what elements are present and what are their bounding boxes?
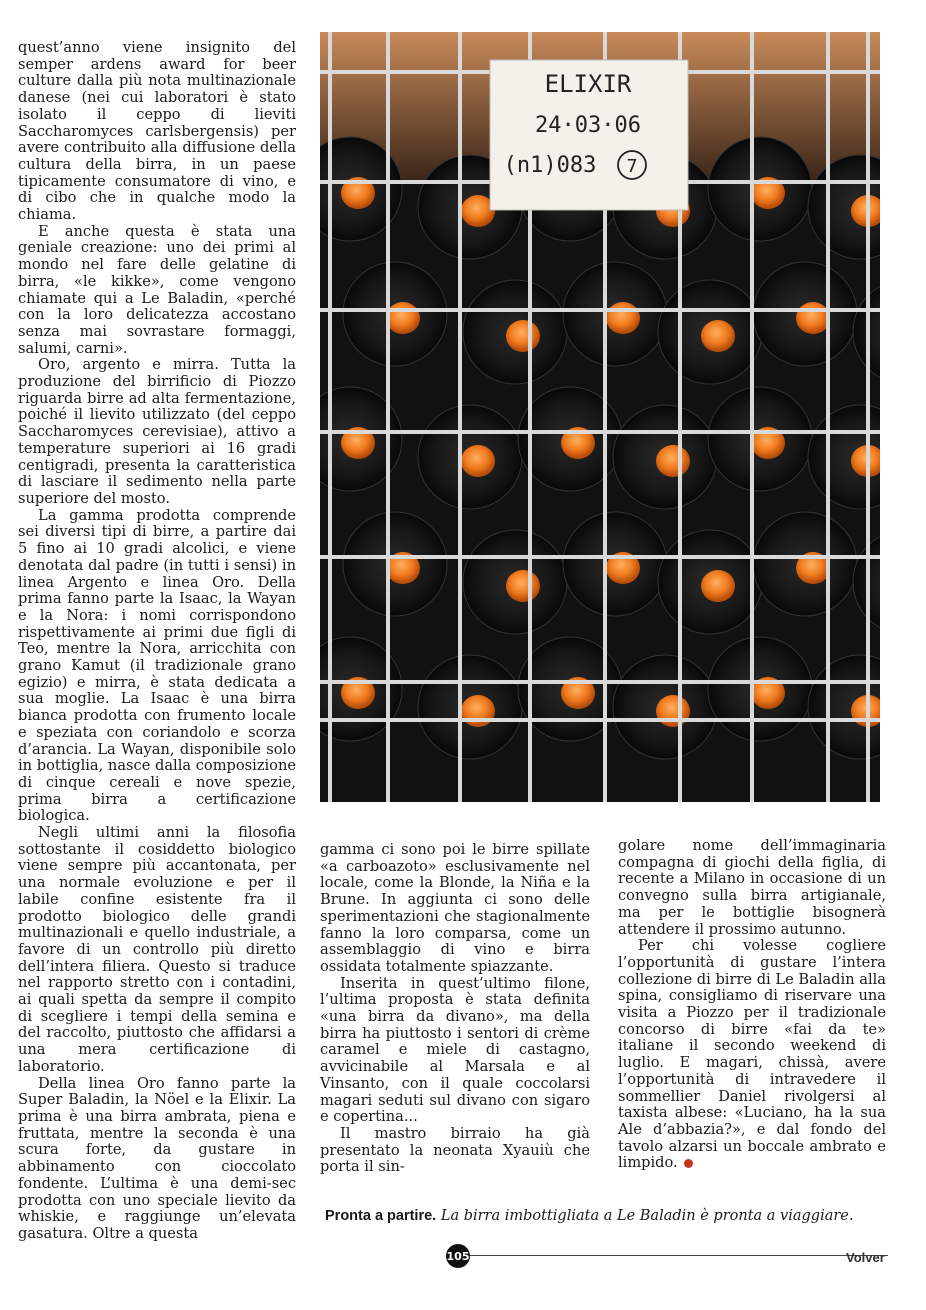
- bottle-cap: [506, 320, 540, 352]
- caption-title: Pronta a partire.: [325, 1208, 437, 1224]
- bottle-cap: [656, 445, 690, 477]
- photo-caption: [325, 1207, 885, 1225]
- paragraph: quest’anno viene insignito del semper ardens award for beer culture dalla più nota multinazionale danese (nei cui laboratori è stato isolato il ceppo di lieviti Saccharomyces carlsbergensis) per avere contribuito alla diffusione della cultura della birra, in un paese tipicamente consumatore di vino, e di cibo che in qualche modo la chiama.: [18, 39, 296, 224]
- bottle-cap: [461, 445, 495, 477]
- paragraph: [618, 938, 886, 1172]
- label-line-2: 24·03·06: [535, 113, 641, 138]
- bottle-cap: [701, 320, 735, 352]
- paragraph: E anche questa è stata una geniale creazione: uno dei primi al mondo nel fare delle gelatine di birra, «le kikke», come vengono chiamate qui a Le Baladin, «perché con la loro delicatezza accostano senza mai sovrastare formaggi, salumi, carni».: [18, 222, 296, 357]
- bottle-cap: [701, 570, 735, 602]
- paragraph: La gamma prodotta comprende sei diversi tipi di birre, a partire dai 5 fino ai 10 gradi alcolici, e viene denotata dal padre (in tutti i sensi) in linea Argento e linea Oro. Della prima fanno parte la Isaac, la Wayan e la Nora: i nomi corrispondono rispettivamente ai primi due figli di Teo, mentre la Nora, arricchita con grano Kamut (il tradizionale grano egizio) e mirra, è stata dedicata a sua moglie. La Isaac è una birra bianca prodotta con frumento locale e speziata con coriandolo e scorza d’arancia. La Wayan, disponibile solo in bottiglia, nasce dalla composizione di cinque cereali e nove spezie, prima birra a certificazione biologica.: [18, 506, 296, 825]
- paragraph: Oro, argento e mirra. Tutta la produzione del birrificio di Piozzo riguarda birre ad alta fermentazione, poiché il lievito utilizzato (del ceppo Saccharomyces cerevisiae), attivo a temperature superiori ai 16 gradi centigradi, presenta la caratteristica di lasciare il sedimento nella parte superiore del mosto.: [18, 356, 296, 507]
- bottle-cap: [656, 695, 690, 727]
- caption-text: La birra imbottigliata a Le Baladin è pronta a viaggiare.: [440, 1208, 854, 1224]
- bottle-cap: [386, 302, 420, 334]
- label-line-1: ELIXIR: [544, 70, 632, 98]
- footer-rule: [468, 1255, 888, 1256]
- bottle-cap: [796, 302, 830, 334]
- bottle-cap: [506, 570, 540, 602]
- bottle-cap: [461, 695, 495, 727]
- article-column-3: [618, 838, 886, 1172]
- handwritten-label: [490, 60, 688, 210]
- paragraph: golare nome dell’immaginaria compagna di giochi della figlia, di recente a Milano in occasione di un convegno sulla birra artigianale, ma per le bottiglie bisognerà attendere il prossimo autunno.: [618, 837, 886, 938]
- article-column-1: [18, 40, 296, 1243]
- paragraph: Negli ultimi anni la filosofia sottostante il cosiddetto biologico viene sempre più accantonata, per una normale evoluzione e per il labile confine esistente fra il prodotto biologico delle grandi multinazionali e quello industriale, a favore di un controllo più diretto dell’intera filiera. Questo si traduce nel rapporto stretto con i contadini, ai quali spetta da sempre il compito di scegliere i tempi della semina e del raccolto, piuttosto che affidarsi a una mera certificazione di laboratorio.: [18, 824, 296, 1075]
- label-line-3: (n1)083: [503, 153, 597, 178]
- page-number: 105: [446, 1244, 470, 1268]
- bottle-rack-photo: [320, 32, 880, 802]
- magazine-name: Volver: [846, 1250, 885, 1265]
- final-paragraph-text: Per chi volesse cogliere l’opportunità di gustare l’intera collezione di birre di Le Baladin alla spina, consigliamo di riservare una visita a Piozzo per il tradizionale concorso di birre «fai da te» italiane il secondo weekend di luglio. E magari, chissà, avere l’opportunità di intravedere il sommellier Daniel rivolgersi al taxista albese: «Luciano, ha la sua Ale d’abbazia?», e dal fondo del tavolo alzarsi un boccale ambrato e limpido.: [618, 937, 886, 1172]
- end-of-article-dot-icon: [684, 1159, 693, 1168]
- paragraph: gamma ci sono poi le birre spillate «a carboazoto» esclusivamente nel locale, come la Blonde, la Niña e la Brune. In aggiunta ci sono delle sperimentazioni che stagionalmente fanno la loro comparsa, come un assemblaggio di vino e birra ossidata totalmente spiazzante.: [320, 841, 590, 975]
- paragraph: Della linea Oro fanno parte la Super Baladin, la Nöel e la Elixir. La prima è una birra ambrata, piena e fruttata, mentre la seconda è una scura forte, da gustare in abbinamento con cioccolato fondente. L’ultima è una demi-sec prodotta con uno speciale lievito da whiskie, e raggiunge un’elevata gasatura. Oltre a questa: [18, 1074, 296, 1242]
- bottle-cap: [606, 302, 640, 334]
- paragraph: Inserita in quest’ultimo filone, l’ultima proposta è stata definita «una birra da divano», ma della birra ha piuttosto i sentori di crème caramel e miele di castagno, avvicinabile al Marsala e al Vinsanto, con il quale coccolarsi magari seduti sul divano con sigaro e copertina...: [320, 974, 590, 1126]
- label-mark: 7: [626, 156, 638, 177]
- article-column-2: [320, 842, 590, 1176]
- paragraph: Il mastro birraio ha già presentato la neonata Xyauiù che porta il sin-: [320, 1124, 590, 1176]
- bottle-rack-illustration: [320, 32, 880, 802]
